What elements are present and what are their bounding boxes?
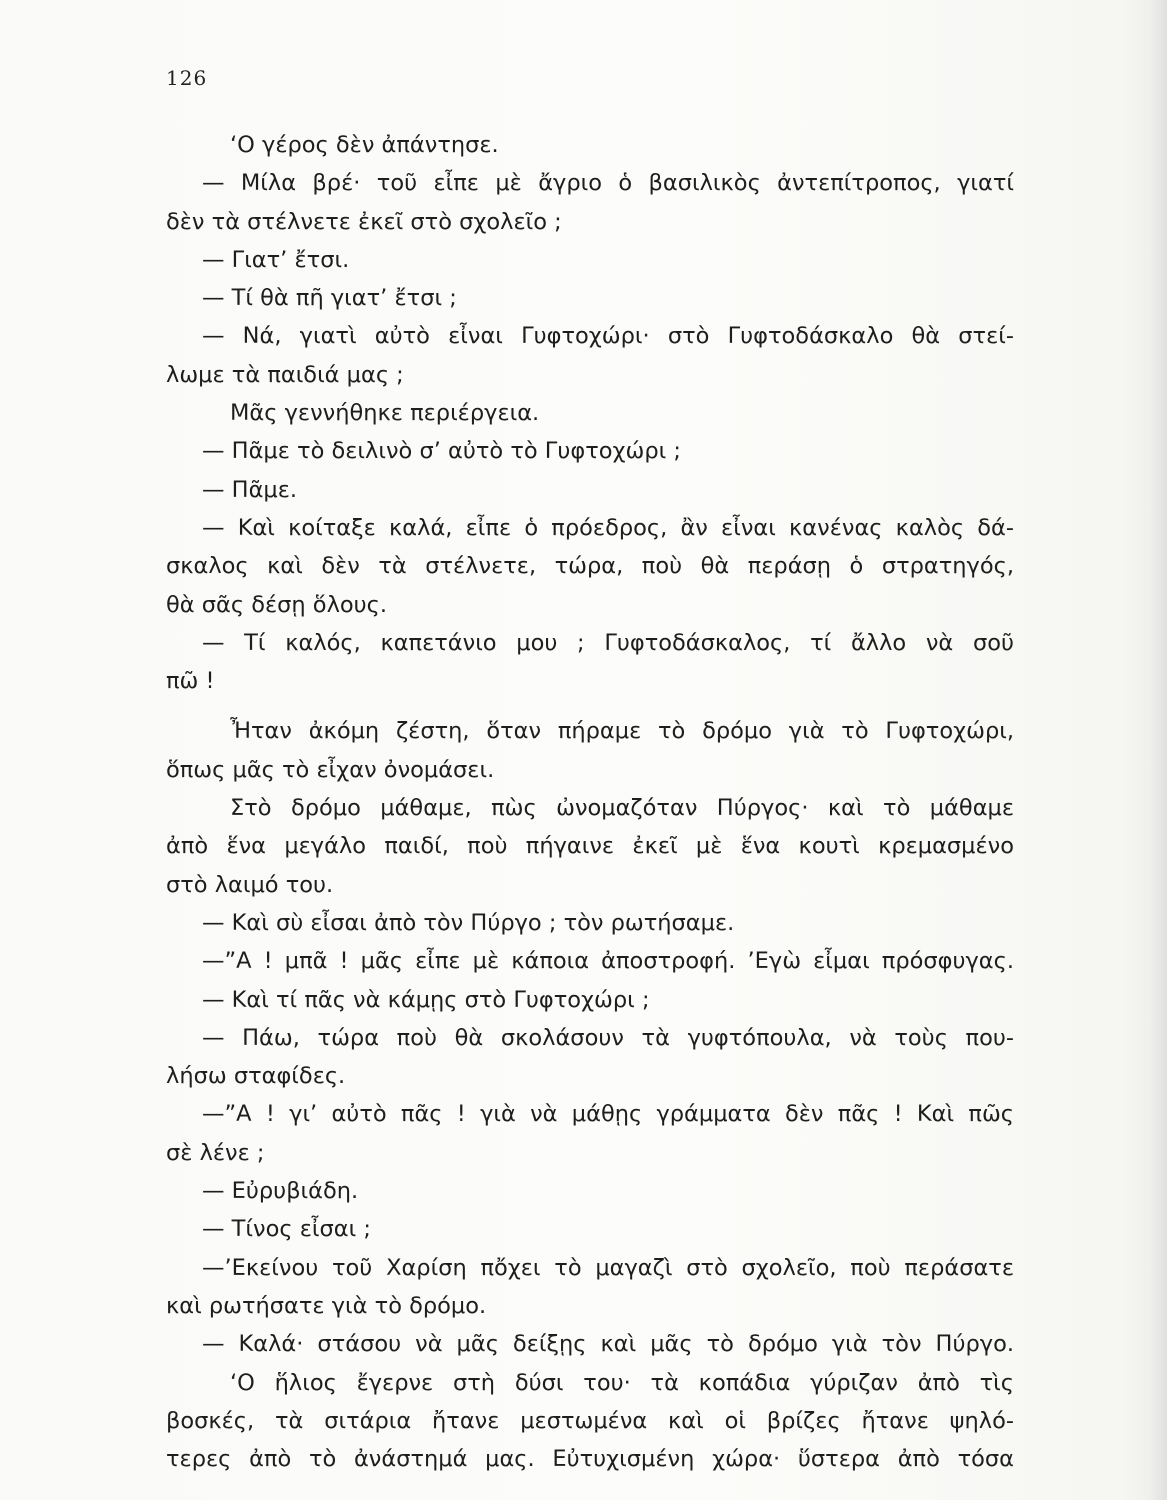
page-number: 126	[166, 66, 208, 90]
text-line: — Πάω, τώρα ποὺ θὰ σκολάσουν τὰ γυφτόπουλα, νὰ τοὺς που-	[202, 1024, 1014, 1051]
text-line: καὶ ρωτήσατε γιὰ τὸ δρόμο.	[166, 1292, 487, 1319]
text-line: ‘Ο ἥλιος ἔγερνε στὴ δύσι του· τὰ κοπάδια γύριζαν ἀπὸ τὶς	[230, 1369, 1014, 1396]
text-line: —”Α ! γι’ αὐτὸ πᾶς ! γιὰ νὰ μάθῃς γράμματα δὲν πᾶς ! Καὶ πῶς	[202, 1101, 1014, 1128]
text-line: —”Α ! μπᾶ ! μᾶς εἶπε μὲ κάποια ἀποστροφή. ’Εγὼ εἶμαι πρόσφυγας.	[202, 948, 1014, 975]
text-line: —’Εκείνου τοῦ Χαρίση πὄχει τὸ μαγαζὶ στὸ σχολεῖο, ποὺ περάσατε	[202, 1254, 1014, 1281]
text-line: βοσκές, τὰ σιτάρια ἤτανε μεστωμένα καὶ οἱ βρίζες ἤτανε ψηλό-	[166, 1407, 1014, 1434]
text-line: — Καὶ τί πᾶς νὰ κάμῃς στὸ Γυφτοχώρι ;	[202, 986, 650, 1013]
text-line: Στὸ δρόμο μάθαμε, πὼς ὠνομαζόταν Πύργος· καὶ τὸ μάθαμε	[230, 795, 1014, 822]
text-line: — Μίλα βρέ· τοῦ εἶπε μὲ ἄγριο ὁ βασιλικὸς ἀντεπίτροπος, γιατί	[202, 170, 1014, 197]
text-line: — Τί καλός, καπετάνιο μου ; Γυφτοδάσκαλος, τί ἄλλο νὰ σοῦ	[202, 629, 1014, 656]
text-line: ‘Ο γέρος δὲν ἀπάντησε.	[230, 132, 499, 158]
text-line: λήσω σταφίδες.	[166, 1063, 346, 1090]
text-line: — Πᾶμε.	[202, 476, 298, 503]
text-line: σὲ λένε ;	[166, 1139, 265, 1166]
text-line: τερες ἀπὸ τὸ ἀνάστημά μας. Εὐτυχισμένη χώρα· ὕστερα ἀπὸ τόσα	[166, 1446, 1014, 1473]
text-line: στὸ λαιμό του.	[166, 871, 334, 898]
text-line: — Καλά· στάσου νὰ μᾶς δείξῃς καὶ μᾶς τὸ δρόμο γιὰ τὸν Πύργο.	[202, 1331, 1014, 1358]
text-line: πῶ !	[166, 668, 215, 695]
text-line: — Τίνος εἶσαι ;	[202, 1216, 371, 1243]
text-line: — Νά, γιατὶ αὐτὸ εἶναι Γυφτοχώρι· στὸ Γυφτοδάσκαλο θὰ στεί-	[202, 323, 1014, 350]
text-line: θὰ σᾶς δέσῃ ὅλους.	[166, 591, 388, 618]
text-line: — Εὐρυβιάδη.	[202, 1178, 359, 1205]
text-line: ὅπως μᾶς τὸ εἶχαν ὀνομάσει.	[166, 756, 495, 783]
text-line: Μᾶς γεννήθηκε περιέργεια.	[230, 400, 540, 427]
text-line: — Πᾶμε τὸ δειλινὸ σ’ αὐτὸ τὸ Γυφτοχώρι ;	[202, 438, 681, 465]
text-line: — Γιατ’ ἔτσι.	[202, 246, 350, 273]
text-line: σκαλος καὶ δὲν τὰ στέλνετε, τώρα, ποὺ θὰ περάσῃ ὁ στρατηγός,	[166, 553, 1014, 580]
text-line: Ἦταν ἀκόμη ζέστη, ὅταν πήραμε τὸ δρόμο γιὰ τὸ Γυφτοχώρι,	[230, 718, 1014, 745]
page-spine-shadow	[1149, 0, 1167, 1500]
paragraph-gap	[166, 700, 1014, 712]
text-line: δὲν τὰ στέλνετε ἐκεῖ στὸ σχολεῖο ;	[166, 208, 562, 235]
text-line: — Τί θὰ πῆ γιατ’ ἔτσι ;	[202, 285, 457, 312]
text-line: — Καὶ κοίταξε καλά, εἶπε ὁ πρόεδρος, ἂν εἶναι κανένας καλὸς δά-	[202, 514, 1014, 541]
text-line: ἀπὸ ἕνα μεγάλο παιδί, ποὺ πήγαινε ἐκεῖ μὲ ἕνα κουτὶ κρεμασμένο	[166, 833, 1014, 860]
body-text	[166, 126, 1014, 1478]
text-line: λωμε τὰ παιδιά μας ;	[166, 361, 404, 388]
text-line: — Καὶ σὺ εἶσαι ἀπὸ τὸν Πύργο ; τὸν ρωτήσαμε.	[202, 909, 735, 936]
